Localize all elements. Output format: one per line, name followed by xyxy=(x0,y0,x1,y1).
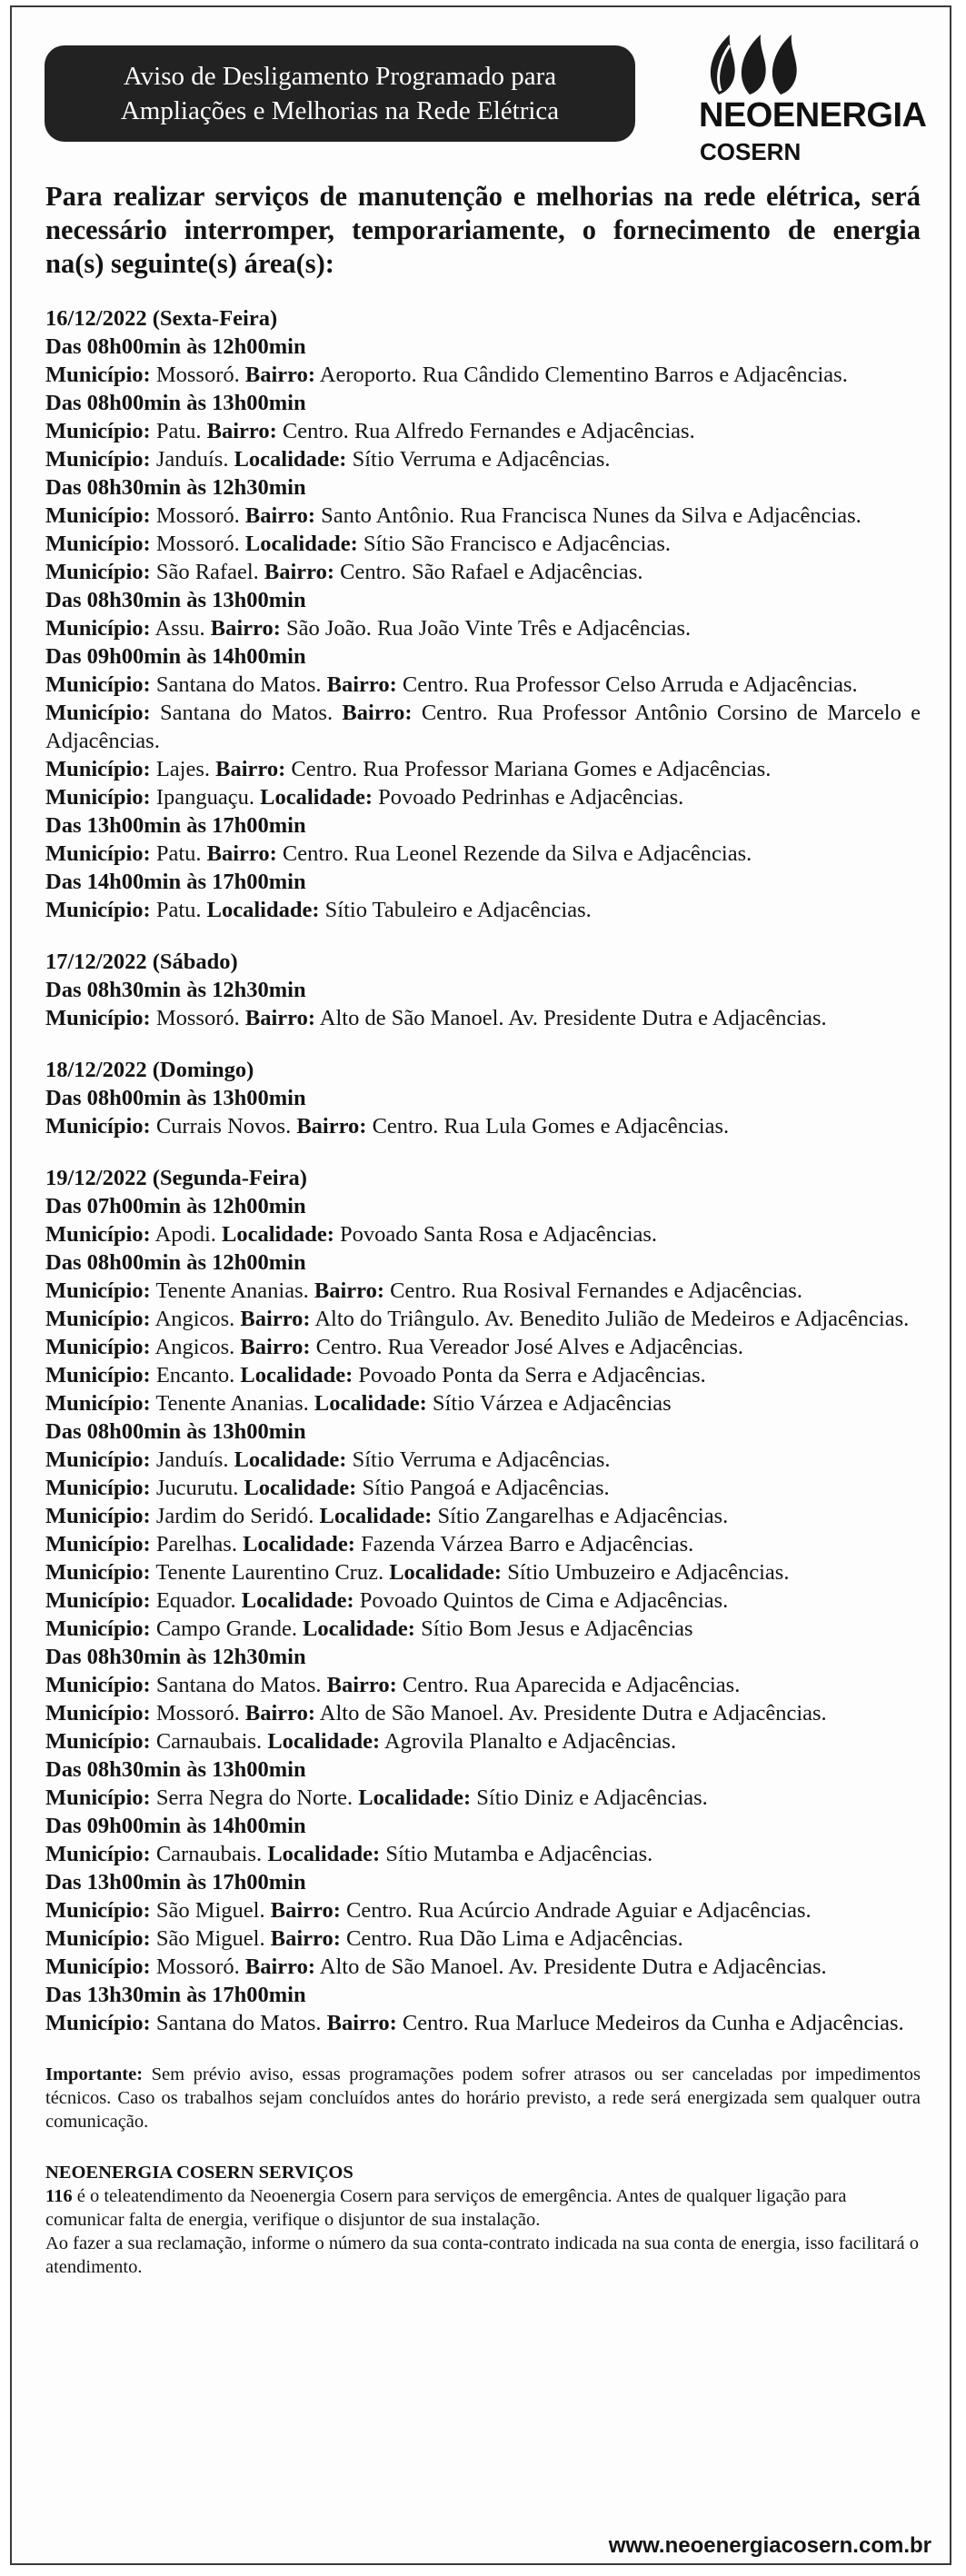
municipio-label: Município: xyxy=(45,672,151,697)
outage-entry xyxy=(45,614,921,642)
area-detail: São João. Rua João Vinte Três e Adjacências. xyxy=(286,616,692,641)
municipio-name: Ipanguaçu. xyxy=(155,785,255,810)
outage-entry xyxy=(45,417,921,445)
area-type-label: Bairro: xyxy=(244,1006,315,1030)
municipio-label: Município: xyxy=(45,1926,151,1951)
municipio-label: Município: xyxy=(45,447,151,472)
municipio-label: Município: xyxy=(45,1560,151,1585)
neoenergia-logo xyxy=(689,22,952,176)
area-detail: Alto do Triângulo. Av. Benedito Julião de Medeiros e Adjacências. xyxy=(314,1307,910,1331)
municipio-label: Município: xyxy=(45,701,151,725)
municipio-name: Angicos. xyxy=(154,1307,235,1331)
area-detail: Sítio Pangoá e Adjacências. xyxy=(362,1476,610,1500)
services-title: NEOENERGIA COSERN SERVIÇOS xyxy=(45,2163,354,2183)
outage-entry xyxy=(45,530,921,558)
municipio-name: Mossoró. xyxy=(155,1701,240,1726)
outage-entry xyxy=(45,1953,921,1981)
outage-entry xyxy=(45,671,921,699)
area-type-label: Bairro: xyxy=(244,1701,315,1726)
area-detail: Centro. Rua Leonel Rezende da Silva e Adjacências. xyxy=(282,841,752,866)
municipio-name: Patu. xyxy=(155,419,202,443)
notice-page xyxy=(10,5,951,2565)
municipio-name: Santana do Matos. xyxy=(155,1673,322,1697)
outage-entry xyxy=(45,1277,921,1305)
area-detail: Sítio Verruma e Adjacências. xyxy=(352,1447,611,1472)
municipio-label: Município: xyxy=(45,616,151,641)
three-leaf-flame-icon xyxy=(702,25,812,96)
area-type-label: Bairro: xyxy=(240,1307,311,1331)
municipio-name: Tenente Ananias. xyxy=(155,1278,309,1303)
outage-entry xyxy=(45,1112,921,1140)
municipio-label: Município: xyxy=(45,560,151,584)
area-detail: Sítio Várzea e Adjacências xyxy=(432,1391,672,1416)
area-type-label: Bairro: xyxy=(326,2011,397,2035)
municipio-name: Mossoró. xyxy=(155,503,240,528)
municipio-label: Município: xyxy=(45,1532,151,1557)
area-type-label: Localidade: xyxy=(267,1729,381,1754)
area-detail: Povoado Ponta da Serra e Adjacências. xyxy=(358,1363,706,1387)
municipio-label: Município: xyxy=(45,1363,151,1387)
municipio-name: Apodi. xyxy=(154,1222,216,1247)
day-date: 19/12/2022 (Segunda-Feira) xyxy=(45,1166,307,1190)
area-detail: Fazenda Várzea Barro e Adjacências. xyxy=(361,1532,694,1557)
area-detail: Centro. Rua Professor Celso Arruda e Adjacências. xyxy=(402,672,858,697)
services-phone-text: é o teleatendimento da Neoenergia Cosern para serviços de emergência. Antes de qualquer ligação para comunicar falta de energia, verifique o disjuntor de sua instalação. xyxy=(45,2186,847,2230)
municipio-label: Município: xyxy=(45,785,151,810)
area-type-label: Bairro: xyxy=(215,757,286,781)
area-detail: Sítio Diniz e Adjacências. xyxy=(476,1785,708,1810)
municipio-label: Município: xyxy=(45,898,151,922)
time-window: Das 13h00min às 17h00min xyxy=(45,813,306,838)
municipio-name: Patu. xyxy=(155,841,202,866)
municipio-label: Município: xyxy=(45,1785,151,1810)
day-date: 17/12/2022 (Sábado) xyxy=(45,950,238,974)
services-section xyxy=(45,2161,921,2279)
municipio-name: Carnaubais. xyxy=(155,1729,263,1754)
schedule-day xyxy=(45,948,921,1032)
outage-entry xyxy=(45,1840,921,1868)
website-link[interactable]: www.neoenergiacosern.com.br xyxy=(608,2533,931,2558)
area-detail: Sítio Tabuleiro e Adjacências. xyxy=(324,898,592,922)
area-type-label: Bairro: xyxy=(264,560,335,584)
area-type-label: Bairro: xyxy=(326,672,397,697)
area-detail: Centro. São Rafael e Adjacências. xyxy=(340,560,643,584)
outage-entry xyxy=(45,1925,921,1953)
time-window: Das 09h00min às 14h00min xyxy=(45,644,306,669)
municipio-label: Município: xyxy=(45,1307,151,1331)
area-detail: Povoado Quintos de Cima e Adjacências. xyxy=(359,1588,729,1613)
area-type-label: Localidade: xyxy=(234,447,347,472)
municipio-label: Município: xyxy=(45,2011,151,2035)
time-window: Das 08h00min às 13h00min xyxy=(45,1419,306,1444)
area-detail: Santo Antônio. Rua Francisca Nunes da Silva e Adjacências. xyxy=(321,503,861,528)
schedule-day xyxy=(45,304,921,924)
municipio-label: Município: xyxy=(45,757,151,781)
outage-entry xyxy=(45,783,921,811)
outage-entry xyxy=(45,1530,921,1558)
municipio-name: Jucurutu. xyxy=(155,1476,239,1500)
logo-subbrand: COSERN xyxy=(700,138,802,165)
outage-entry xyxy=(45,445,921,473)
services-phone-paragraph xyxy=(45,2184,921,2232)
schedule-day xyxy=(45,1056,921,1140)
municipio-label: Município: xyxy=(45,1006,151,1030)
municipio-name: Angicos. xyxy=(154,1335,235,1359)
area-type-label: Bairro: xyxy=(240,1335,311,1359)
municipio-label: Município: xyxy=(45,1616,151,1641)
outage-entry xyxy=(45,502,921,530)
area-detail: Centro. Rua Lula Gomes e Adjacências. xyxy=(372,1114,730,1139)
area-type-label: Bairro: xyxy=(326,1673,397,1697)
municipio-name: Serra Negra do Norte. xyxy=(155,1785,354,1810)
area-type-label: Localidade: xyxy=(244,1476,357,1500)
time-window: Das 13h30min às 17h00min xyxy=(45,1983,306,2007)
time-window: Das 09h00min às 14h00min xyxy=(45,1814,306,1838)
municipio-label: Município: xyxy=(45,1588,151,1613)
outage-entry xyxy=(45,1389,921,1417)
time-window: Das 08h00min às 12h00min xyxy=(45,1250,306,1275)
area-type-label: Localidade: xyxy=(241,1588,354,1613)
area-detail: Alto de São Manoel. Av. Presidente Dutra e Adjacências. xyxy=(319,1954,827,1979)
area-type-label: Bairro: xyxy=(314,1278,385,1303)
municipio-name: Encanto. xyxy=(155,1363,235,1387)
area-type-label: Localidade: xyxy=(389,1560,503,1585)
area-type-label: Localidade: xyxy=(314,1391,427,1416)
outage-entry xyxy=(45,1615,921,1643)
area-detail: Centro. Rua Vereador José Alves e Adjacências. xyxy=(315,1335,744,1359)
outage-entry xyxy=(45,1784,921,1812)
area-type-label: Bairro: xyxy=(244,363,315,387)
area-detail: Sítio São Francisco e Adjacências. xyxy=(363,532,672,556)
area-detail: Centro. Rua Professor Antônio Corsino de Marcelo e Adjacências. xyxy=(45,701,921,753)
area-detail: Aeroporto. Rua Cândido Clementino Barros e Adjacências. xyxy=(319,363,848,387)
area-type-label: Localidade: xyxy=(222,1222,334,1247)
municipio-name: São Miguel. xyxy=(155,1926,265,1951)
area-detail: Centro. Rua Rosival Fernandes e Adjacências. xyxy=(390,1278,802,1303)
outage-entry xyxy=(45,1220,921,1248)
outage-entry xyxy=(45,755,921,783)
logo-brand: NEOENERGIA xyxy=(699,96,927,134)
notice-content xyxy=(45,180,921,2279)
header-title-line-1: Aviso de Desligamento Programado para xyxy=(123,62,557,91)
important-label: Importante: xyxy=(45,2064,144,2084)
municipio-name: Mossoró. xyxy=(155,1954,240,1979)
area-type-label: Bairro: xyxy=(244,1954,315,1979)
area-type-label: Localidade: xyxy=(243,1532,355,1557)
time-window: Das 08h30min às 13h00min xyxy=(45,588,306,612)
municipio-name: Parelhas. xyxy=(155,1532,237,1557)
municipio-name: Lajes. xyxy=(155,757,211,781)
municipio-name: Campo Grande. xyxy=(155,1616,297,1641)
area-detail: Povoado Pedrinhas e Adjacências. xyxy=(378,785,684,810)
area-detail: Povoado Santa Rosa e Adjacências. xyxy=(340,1222,658,1247)
area-type-label: Localidade: xyxy=(358,1785,472,1810)
outage-entry xyxy=(45,1586,921,1615)
intro-text: Para realizar serviços de manutenção e melhorias na rede elétrica, será necessário interromper, temporariamente, o fornecimento de energia na(s) seguinte(s) área(s): xyxy=(45,181,921,279)
municipio-label: Município: xyxy=(45,1701,151,1726)
time-window: Das 13h00min às 17h00min xyxy=(45,1870,306,1895)
area-type-label: Bairro: xyxy=(206,841,277,866)
municipio-label: Município: xyxy=(45,1114,151,1139)
municipio-label: Município: xyxy=(45,1335,151,1359)
municipio-label: Município: xyxy=(45,1954,151,1979)
area-type-label: Localidade: xyxy=(267,1842,381,1866)
outage-entry xyxy=(45,1004,921,1032)
municipio-name: Mossoró. xyxy=(155,532,240,556)
time-window: Das 07h00min às 12h00min xyxy=(45,1194,306,1218)
outage-entry xyxy=(45,1361,921,1389)
municipio-name: Santana do Matos. xyxy=(155,672,322,697)
outage-entry xyxy=(45,558,921,586)
area-detail: Centro. Rua Aparecida e Adjacências. xyxy=(402,1673,741,1697)
time-window: Das 08h30min às 12h30min xyxy=(45,978,306,1002)
schedule xyxy=(45,304,921,2037)
municipio-name: Carnaubais. xyxy=(155,1842,263,1866)
outage-entry xyxy=(45,896,921,924)
municipio-name: Jardim do Seridó. xyxy=(155,1504,314,1528)
area-type-label: Localidade: xyxy=(260,785,373,810)
area-type-label: Localidade: xyxy=(303,1616,415,1641)
area-type-label: Localidade: xyxy=(206,898,320,922)
municipio-label: Município: xyxy=(45,503,151,528)
time-window: Das 08h30min às 12h30min xyxy=(45,1645,306,1669)
area-type-label: Localidade: xyxy=(234,1447,347,1472)
outage-entry xyxy=(45,2009,921,2037)
municipio-name: Tenente Laurentino Cruz. xyxy=(155,1560,384,1585)
municipio-label: Município: xyxy=(45,1898,151,1923)
outage-entry xyxy=(45,1333,921,1361)
municipio-label: Município: xyxy=(45,1391,151,1416)
area-type-label: Localidade: xyxy=(244,532,358,556)
outage-entry xyxy=(45,1896,921,1925)
area-detail: Alto de São Manoel. Av. Presidente Dutra e Adjacências. xyxy=(319,1006,827,1030)
area-detail: Centro. Rua Dão Lima e Adjacências. xyxy=(346,1926,683,1951)
time-window: Das 08h30min às 13h00min xyxy=(45,1757,306,1782)
municipio-label: Município: xyxy=(45,419,151,443)
area-detail: Agrovila Planalto e Adjacências. xyxy=(383,1729,677,1754)
outage-entry xyxy=(45,1558,921,1586)
area-detail: Centro. Rua Marluce Medeiros da Cunha e Adjacências. xyxy=(402,2011,904,2035)
municipio-label: Município: xyxy=(45,1476,151,1500)
area-detail: Sítio Verruma e Adjacências. xyxy=(352,447,611,472)
municipio-name: Currais Novos. xyxy=(155,1114,292,1139)
time-window: Das 08h00min às 13h00min xyxy=(45,1086,306,1110)
area-type-label: Bairro: xyxy=(296,1114,367,1139)
area-detail: Sítio Bom Jesus e Adjacências xyxy=(421,1616,693,1641)
schedule-day xyxy=(45,1164,921,2037)
municipio-label: Município: xyxy=(45,363,151,387)
outage-entry xyxy=(45,1699,921,1727)
area-type-label: Bairro: xyxy=(244,503,315,528)
area-detail: Sítio Mutamba e Adjacências. xyxy=(385,1842,653,1866)
area-detail: Centro. Rua Professor Mariana Gomes e Adjacências. xyxy=(291,757,772,781)
important-text: Sem prévio aviso, essas programações podem sofrer atrasos ou ser canceladas por impedimentos técnicos. Caso os trabalhos sejam concluídos antes do horário previsto, a rede será energizada sem qualquer outra comunicação. xyxy=(45,2064,921,2132)
municipio-label: Município: xyxy=(45,1504,151,1528)
services-reclamacao-text: Ao fazer a sua reclamação, informe o número da sua conta-contrato indicada na sua conta de energia, isso facilitará o atendimento. xyxy=(45,2233,919,2277)
municipio-name: Mossoró. xyxy=(155,363,240,387)
outage-entry xyxy=(45,1727,921,1755)
header-banner xyxy=(45,45,635,142)
municipio-label: Município: xyxy=(45,841,151,866)
outage-entry xyxy=(45,1305,921,1333)
municipio-name: Janduís. xyxy=(155,447,229,472)
municipio-name: Assu. xyxy=(154,616,205,641)
time-window: Das 08h00min às 13h00min xyxy=(45,391,306,415)
area-type-label: Localidade: xyxy=(240,1363,354,1387)
important-notice xyxy=(45,2063,921,2133)
area-detail: Centro. Rua Acúrcio Andrade Aguiar e Adjacências. xyxy=(346,1898,812,1923)
municipio-label: Município: xyxy=(45,1278,151,1303)
area-detail: Centro. Rua Alfredo Fernandes e Adjacências. xyxy=(282,419,695,443)
outage-entry xyxy=(45,1474,921,1502)
area-type-label: Bairro: xyxy=(270,1926,341,1951)
municipio-name: Mossoró. xyxy=(155,1006,240,1030)
area-type-label: Bairro: xyxy=(206,419,277,443)
municipio-label: Município: xyxy=(45,1842,151,1866)
municipio-name: Patu. xyxy=(155,898,202,922)
outage-entry xyxy=(45,1446,921,1474)
emergency-phone: 116 xyxy=(45,2186,73,2206)
outage-entry xyxy=(45,840,921,868)
header-title-line-2: Ampliações e Melhorias na Rede Elétrica xyxy=(120,96,560,125)
municipio-name: Tenente Ananias. xyxy=(155,1391,309,1416)
municipio-name: São Miguel. xyxy=(155,1898,265,1923)
municipio-name: Santana do Matos. xyxy=(155,2011,322,2035)
outage-entry xyxy=(45,699,921,755)
municipio-label: Município: xyxy=(45,532,151,556)
municipio-name: São Rafael. xyxy=(155,560,259,584)
area-detail: Alto de São Manoel. Av. Presidente Dutra e Adjacências. xyxy=(319,1701,827,1726)
municipio-name: Equador. xyxy=(155,1588,236,1613)
municipio-label: Município: xyxy=(45,1222,151,1247)
area-detail: Sítio Zangarelhas e Adjacências. xyxy=(437,1504,729,1528)
area-detail: Sítio Umbuzeiro e Adjacências. xyxy=(507,1560,790,1585)
outage-entry xyxy=(45,1502,921,1530)
area-type-label: Bairro: xyxy=(342,701,413,725)
municipio-name: Santana do Matos. xyxy=(160,701,334,725)
outage-entry xyxy=(45,1671,921,1699)
municipio-label: Município: xyxy=(45,1673,151,1697)
area-type-label: Bairro: xyxy=(270,1898,341,1923)
time-window: Das 08h30min às 12h30min xyxy=(45,475,306,500)
municipio-label: Município: xyxy=(45,1447,151,1472)
time-window: Das 14h00min às 17h00min xyxy=(45,870,306,894)
area-type-label: Bairro: xyxy=(210,616,281,641)
outage-entry xyxy=(45,361,921,389)
day-date: 16/12/2022 (Sexta-Feira) xyxy=(45,306,278,331)
day-date: 18/12/2022 (Domingo) xyxy=(45,1058,254,1082)
area-type-label: Localidade: xyxy=(319,1504,433,1528)
time-window: Das 08h00min às 12h00min xyxy=(45,334,306,359)
municipio-label: Município: xyxy=(45,1729,151,1754)
municipio-name: Janduís. xyxy=(155,1447,229,1472)
